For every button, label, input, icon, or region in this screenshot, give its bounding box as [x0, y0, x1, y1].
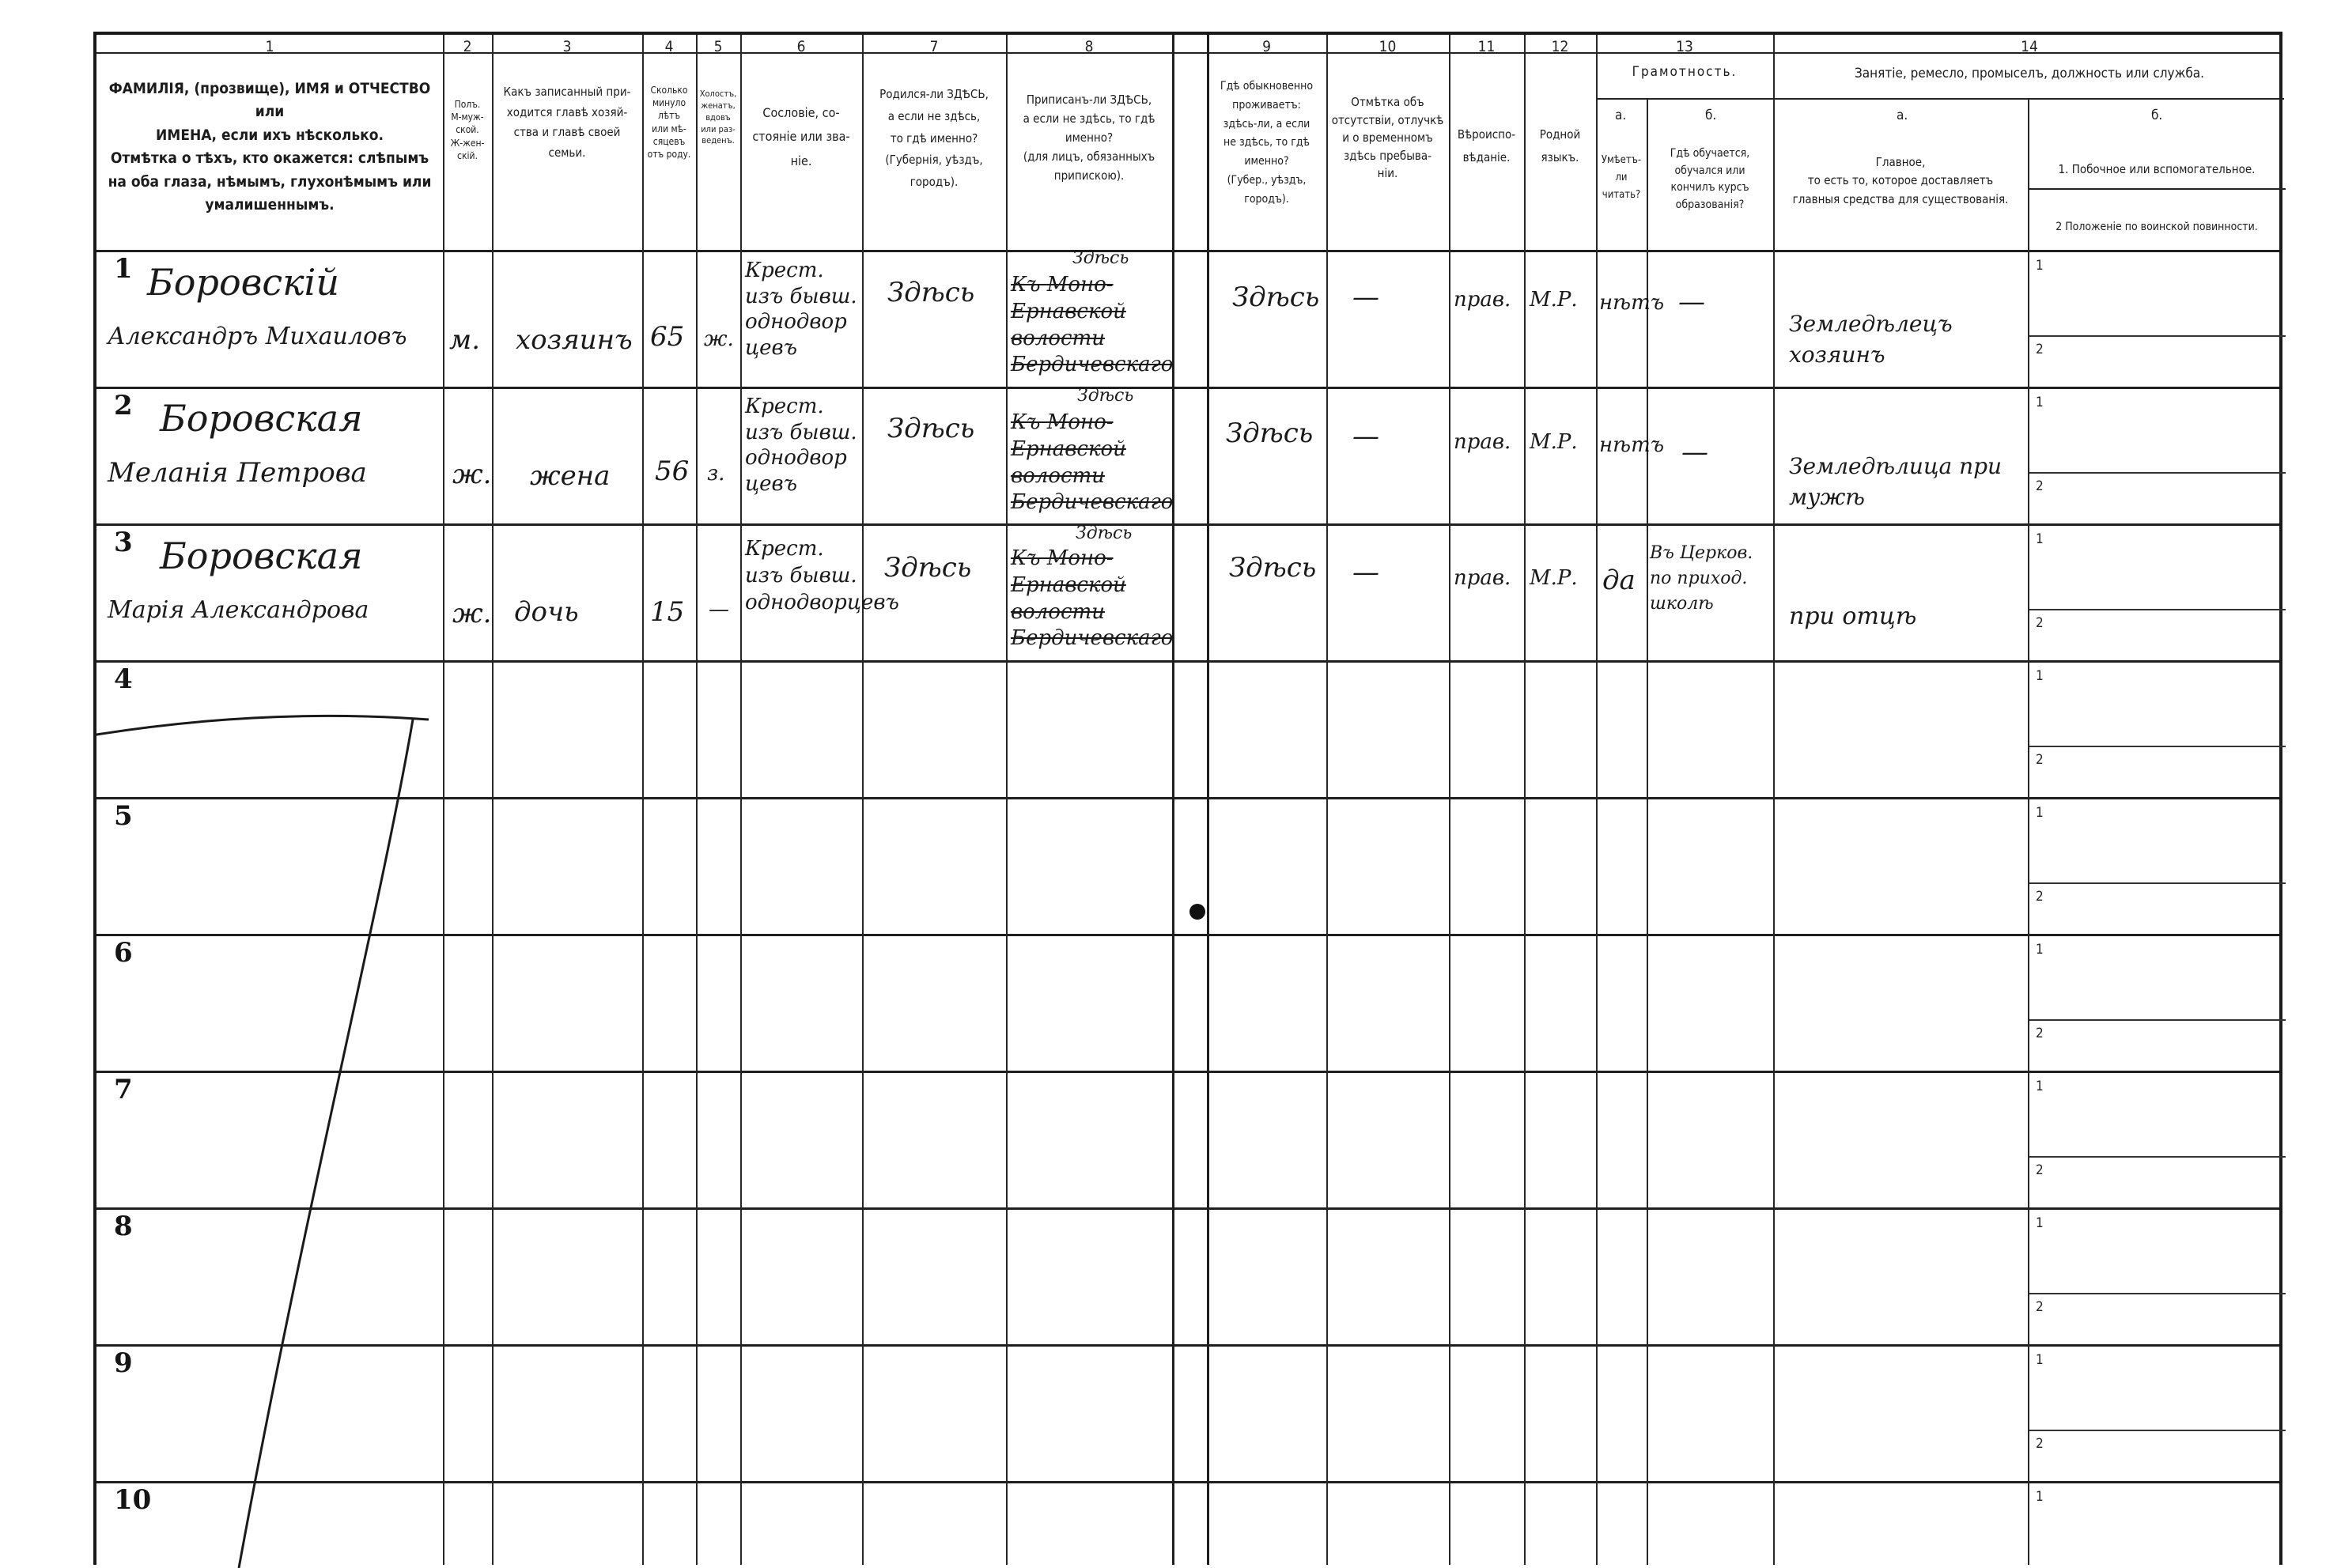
header-occupation-a: Главное, то есть то, которое доставляетъ главныя средства для существованія. [1792, 155, 2009, 206]
row-number-2: 2 [114, 390, 133, 421]
row1-sub-line-1-number: 1 [2036, 258, 2044, 274]
row2-sex: ж. [452, 459, 492, 490]
header-relation: Какъ записанный при- ходится главѣ хозяй- ства и главѣ своей семьи. [503, 85, 631, 160]
row1-surname: Боровскій [147, 261, 339, 304]
row9-sub-line-2-number: 2 [2036, 1436, 2044, 1452]
row-number-10: 10 [114, 1484, 152, 1516]
row3-sub-line-1-number: 1 [2036, 531, 2044, 547]
row8-sub-line-1-number: 1 [2036, 1215, 2044, 1231]
row3-marital: — [709, 598, 729, 622]
header-occupation-b-label: б. [2151, 108, 2163, 123]
row6-sub-line-1-number: 1 [2036, 942, 2044, 958]
row3-sub-line-2-number: 2 [2036, 615, 2044, 631]
row3-age: 15 [650, 596, 685, 628]
header-residence: Гдѣ обыкновенно проживаетъ: здѣсь-ли, а если не здѣсь, то гдѣ именно? (Губер., уѣздъ, городъ). [1220, 80, 1314, 206]
column-number-13: 13 [1676, 38, 1693, 55]
header-literacy-b-label: б. [1705, 108, 1717, 123]
header-literacy-a-label: а. [1615, 108, 1627, 123]
column-number-14: 14 [2021, 38, 2038, 55]
column-number-3: 3 [562, 38, 572, 55]
row1-literate: нѣтъ [1599, 291, 1665, 315]
column-number-5: 5 [713, 38, 723, 55]
header-language: Родной языкъ. [1539, 127, 1581, 164]
row2-sub-line-2-number: 2 [2036, 478, 2044, 494]
row2-residence: Здѣсь [1226, 418, 1314, 449]
row3-registered-here: Здѣсь [1076, 523, 1133, 543]
column-number-7: 7 [929, 38, 939, 55]
row2-absence: — [1352, 421, 1379, 452]
row3-school: Въ Церков. по приход. школѣ [1650, 543, 1753, 614]
row2-language: М.Р. [1530, 430, 1578, 454]
row5-sub-line-1-number: 1 [2036, 805, 2044, 821]
header-literacy-b: Гдѣ обучается, обучался или кончилъ курсъ образованія? [1670, 147, 1750, 212]
row8-sub-line-2-number: 2 [2036, 1299, 2044, 1315]
header-estate: Сословіе, со- стояніе или зва- ніе. [752, 105, 850, 168]
row4-sub-line-2-number: 2 [2036, 752, 2044, 768]
row2-occupation: Земледѣлица при мужѣ [1789, 453, 2003, 511]
row3-registered-struck: Къ Моно-Ернавской волости Бердичевскаго [1011, 546, 1174, 651]
row1-school: — [1678, 286, 1705, 318]
row2-literate: нѣтъ [1599, 433, 1665, 457]
header-absence: Отмѣтка объ отсутствіи, отлучкѣ и о временномъ здѣсь пребыва- ніи. [1331, 95, 1444, 180]
column-number-6: 6 [796, 38, 806, 55]
row-number-1: 1 [114, 253, 133, 285]
row1-registered-struck: Къ Моно-Ернавской волости Бердичевскаго [1011, 273, 1174, 377]
row2-sub-line-1-number: 1 [2036, 395, 2044, 410]
column-number-8: 8 [1084, 38, 1094, 55]
column-number-4: 4 [664, 38, 674, 55]
column-number-2: 2 [463, 38, 472, 55]
header-occupation-b1: 1. Побочное или вспомогательное. [2058, 162, 2256, 176]
row1-sub-line-2-number: 2 [2036, 342, 2044, 357]
row1-absence: — [1352, 281, 1379, 313]
row7-sub-line-1-number: 1 [2036, 1079, 2044, 1094]
header-registered: Приписанъ-ли ЗДѢСЬ, а если не здѣсь, то гдѣ именно? (для лицъ, обязанныхъ припискою). [1023, 93, 1155, 183]
header-occupation-a-label: а. [1897, 108, 1908, 123]
row2-religion: прав. [1454, 430, 1511, 454]
row2-born: Здѣсь [887, 413, 975, 444]
header-age: Сколько минуло лѣтъ или мѣ- сяцевъ отъ роду. [647, 85, 691, 160]
row1-given-name: Александръ Михаиловъ [108, 323, 407, 350]
row4-sub-line-1-number: 1 [2036, 668, 2044, 684]
column-number-9: 9 [1262, 38, 1271, 55]
row3-estate: Крест. изъ бывш. однодворцевъ [745, 537, 899, 614]
row3-literate: да [1602, 565, 1636, 596]
census-form-sheet [93, 32, 2282, 1565]
column-number-1: 1 [265, 38, 274, 55]
row2-age: 56 [655, 455, 690, 487]
header-marital: Холостъ, женатъ, вдовъ или раз- веденъ. [699, 89, 737, 146]
row2-registered-here: Здѣсь [1077, 386, 1134, 406]
row2-estate: Крест. изъ бывш. однодвор цевъ [745, 395, 857, 496]
header-literacy: Грамотность. [1632, 64, 1738, 80]
row-number-8: 8 [114, 1211, 133, 1242]
column-number-10: 10 [1379, 38, 1397, 55]
header-occupation: Занятіе, ремесло, промыселъ, должность или служба. [1855, 66, 2204, 81]
row2-relation: жена [530, 460, 611, 492]
row-number-6: 6 [114, 937, 133, 969]
row-number-3: 3 [114, 527, 133, 558]
row3-surname: Боровская [160, 535, 363, 577]
empty-rows-diagonal-stroke [96, 35, 2286, 1568]
row-number-9: 9 [114, 1347, 133, 1379]
row2-registered-struck: Къ Моно-Ернавской волости Бердичевскаго [1011, 410, 1174, 515]
header-name: ФАМИЛІЯ, (прозвище), ИМЯ и ОТЧЕСТВО или ИМЕНА, если ихъ нѣсколько. Отмѣтка о тѣхъ, кто окажется: слѣпымъ на оба глаза, нѣмымъ, глухонѣмымъ или умалишеннымъ. [108, 80, 432, 214]
header-occupation-b2: 2 Положеніе по воинской повинности. [2055, 221, 2258, 233]
header-sex: Полъ. М-муж- ской. Ж-жен- скій. [450, 99, 485, 161]
row1-religion: прав. [1454, 288, 1511, 312]
row3-occupation: при отцѣ [1789, 603, 1917, 630]
row3-residence: Здѣсь [1229, 552, 1317, 584]
row1-registered-here: Здѣсь [1072, 248, 1129, 268]
row1-age: 65 [650, 321, 685, 353]
row9-sub-line-1-number: 1 [2036, 1352, 2044, 1368]
row2-marital: з. [707, 462, 725, 486]
ink-blot [1189, 904, 1205, 920]
row10-sub-line-1-number: 1 [2036, 1489, 2044, 1505]
row-number-4: 4 [114, 663, 133, 695]
row-number-5: 5 [114, 800, 133, 832]
row1-residence: Здѣсь [1232, 281, 1320, 313]
row1-occupation: Земледѣлецъ хозяинъ [1789, 311, 1953, 368]
column-number-11: 11 [1477, 38, 1496, 55]
column-number-12: 12 [1551, 38, 1569, 55]
row1-marital: ж. [704, 327, 734, 351]
row1-born: Здѣсь [887, 277, 975, 308]
row1-estate: Крест. изъ бывш. однодвор цевъ [745, 259, 857, 360]
row-number-7: 7 [114, 1074, 133, 1105]
header-literacy-a: Умѣетъ- ли читать? [1601, 154, 1642, 202]
row2-school: — [1681, 436, 1708, 468]
row2-given-name: Меланія Петрова [108, 457, 367, 489]
row1-language: М.Р. [1530, 288, 1578, 312]
row1-sex: м. [449, 324, 480, 356]
row3-given-name: Марія Александрова [108, 596, 369, 624]
row2-surname: Боровская [160, 397, 363, 440]
row7-sub-line-2-number: 2 [2036, 1162, 2044, 1178]
row3-language: М.Р. [1530, 566, 1578, 590]
row3-born: Здѣсь [884, 552, 972, 584]
row6-sub-line-2-number: 2 [2036, 1026, 2044, 1041]
header-religion: Вѣроиспо- вѣданіе. [1457, 127, 1516, 164]
row5-sub-line-2-number: 2 [2036, 889, 2044, 905]
row1-relation: хозяинъ [516, 324, 633, 356]
row3-sex: ж. [452, 598, 492, 629]
row3-relation: дочь [514, 596, 579, 628]
row3-religion: прав. [1454, 566, 1511, 590]
header-born: Родился-ли ЗДѢСЬ, а если не здѣсь, то гдѣ именно? (Губернія, уѣздъ, городъ). [879, 87, 989, 189]
row3-absence: — [1352, 557, 1379, 588]
